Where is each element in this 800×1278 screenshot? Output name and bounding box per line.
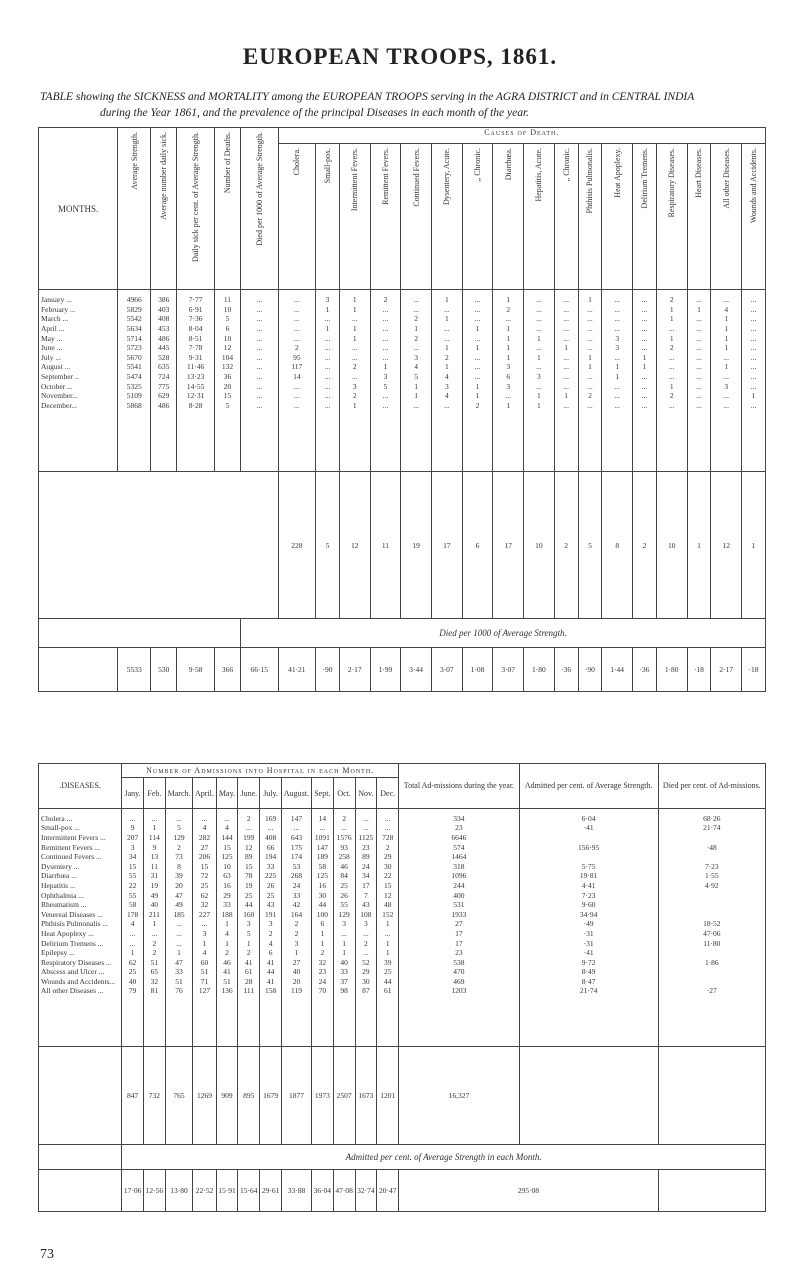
cause-header <box>370 143 401 289</box>
month-total: 847 <box>122 1047 144 1145</box>
total-column: 334 23 6646 574 1464 318 1096 244 400 531 1933 27 17 17 23 538 470 469 1203 <box>399 808 520 1046</box>
month-column: ... ... 728 2 29 30 22 15 12 48 152 1 ... 1 1 39 25 44 61 <box>377 808 399 1046</box>
cause-rate: 1·80 <box>656 647 687 691</box>
month-total: 909 <box>216 1047 238 1145</box>
month-total: 1201 <box>377 1047 399 1145</box>
admissions-table <box>38 763 766 1212</box>
cause-header-label: Heat Apoplexy. <box>612 147 622 198</box>
died-column: 68·26 21·74 ·48 7·23 1·55 4·92 18·52 47·06 11·80 1·86 ·27 <box>658 808 765 1046</box>
cause-total: 2 <box>633 472 657 619</box>
month-header: Oct. <box>333 778 355 809</box>
cause-column: 1 ... ... ... ... ... 1 1 ... ... 2 ... <box>578 290 602 472</box>
cause-column: 1 2 ... 1 1 1 1 3 6 3 ... 1 <box>493 290 524 472</box>
cause-rate: 1·99 <box>370 647 401 691</box>
month-column: 147 ... 643 175 174 53 268 24 33 42 164 2 2 3 1 27 40 20 119 <box>282 808 312 1046</box>
cause-rate: ·90 <box>578 647 602 691</box>
month-rate: 15·64 <box>238 1170 260 1212</box>
cause-rate: 41·21 <box>278 647 316 691</box>
summary-sick: 530 <box>151 647 177 691</box>
cause-total: 5 <box>578 472 602 619</box>
month-header: July. <box>260 778 282 809</box>
cause-header <box>578 143 602 289</box>
total-admissions-header: Total Ad-missions during the year. <box>399 764 520 809</box>
cause-header <box>316 143 340 289</box>
cause-total: 5 <box>316 472 340 619</box>
cause-total: 6 <box>462 472 493 619</box>
month-column: 169 ... 408 66 194 33 225 26 25 43 191 3 2 4 6 41 44 41 158 <box>260 808 282 1046</box>
admissions-group-header: Number of Admissions into Hospital in each Month. <box>122 764 399 778</box>
summary-deaths: 366 <box>214 647 240 691</box>
data-column: 7·77 6·91 7·36 8·04 8·51 7·78 9·31 11·46 13·23 14·55 12·31 8·28 <box>177 290 215 472</box>
month-rate: 36·04 <box>311 1170 333 1212</box>
month-column: 2 ... 1576 93 258 46 84 25 26 55 129 3 ... 1 1 40 33 37 98 <box>333 808 355 1046</box>
cause-rate: ·18 <box>742 647 766 691</box>
cause-total: 17 <box>493 472 524 619</box>
month-column: ... 9 207 3 34 15 55 22 55 58 178 4 ... ... 1 62 25 40 79 <box>122 808 144 1046</box>
cause-total: 11 <box>370 472 401 619</box>
cause-header <box>339 143 370 289</box>
cause-header <box>431 143 462 289</box>
cause-column: ... ... ... ... ... 2 95 117 14 ... ... ... <box>278 290 316 472</box>
month-rate: 17·06 <box>122 1170 144 1212</box>
cause-column: ... 4 1 1 1 1 ... 1 ... 3 ... ... <box>711 290 742 472</box>
month-column: ... 1 114 9 13 11 31 19 49 40 211 1 ... 2 2 51 65 32 81 <box>143 808 165 1046</box>
cause-header-label: Cholera. <box>292 147 302 176</box>
month-total: 1269 <box>193 1047 216 1145</box>
cause-column: 2 ... ... ... ... ... ... 1 3 5 ... ... <box>370 290 401 472</box>
summary-died: 66·15 <box>241 647 279 691</box>
month-rate: 20·47 <box>377 1170 399 1212</box>
month-column: ... 5 129 2 73 8 39 20 47 49 185 ... ... ... 1 47 33 51 76 <box>165 808 193 1046</box>
totals-spacer <box>39 1047 122 1145</box>
summary-strength: 5533 <box>118 647 151 691</box>
deaths-header: Number of Deaths. <box>214 128 240 290</box>
cause-header <box>524 143 555 289</box>
month-rate: 32·74 <box>355 1170 377 1212</box>
cause-header <box>401 143 432 289</box>
table-caption: TABLE showing the SICKNESS and MORTALITY among the EUROPEAN TROOPS serving in the AGRA DISTRICT and in CENTRAL INDIA <box>40 91 695 103</box>
month-header: April. <box>193 778 216 809</box>
cause-total: 17 <box>431 472 462 619</box>
month-total: 732 <box>143 1047 165 1145</box>
month-header: May. <box>216 778 238 809</box>
cause-column: 3 1 ... 1 ... ... ... ... ... ... ... ... <box>316 290 340 472</box>
data-column: ... ... ... ... ... ... ... ... ... ... ... ... <box>241 290 279 472</box>
cause-header <box>687 143 711 289</box>
month-rate: 15·91 <box>216 1170 238 1212</box>
cause-header <box>554 143 578 289</box>
cause-rate: 1·44 <box>602 647 633 691</box>
cause-header <box>742 143 766 289</box>
cause-header-label: Heart Diseases. <box>694 147 704 198</box>
admitted-monthly-note: Admitted per cent. of Average Strength in each Month. <box>122 1145 766 1170</box>
cause-rate: ·36 <box>554 647 578 691</box>
month-header: Jany. <box>122 778 144 809</box>
month-column: ... 4 144 15 125 10 63 16 29 33 188 1 4 1 2 46 41 51 136 <box>216 808 238 1046</box>
cause-total: 2 <box>554 472 578 619</box>
month-column: 2 ... 199 12 89 15 78 19 25 44 160 3 5 1 2 41 61 28 111 <box>238 808 260 1046</box>
rate-spacer <box>39 1145 122 1170</box>
cause-rate: 1·80 <box>524 647 555 691</box>
month-rate: 13·80 <box>165 1170 193 1212</box>
data-column: January ... February ... March ... April ... May ... June ... July ... August ... September .. October ... November... December... <box>39 290 118 472</box>
cause-header <box>602 143 633 289</box>
page-number: 73 <box>40 1247 54 1262</box>
month-rate: 29·61 <box>260 1170 282 1212</box>
cause-header-label: Hepatitis, Acute. <box>534 147 544 202</box>
cause-column: 1 ... 1 ... ... 1 2 1 4 3 4 ... <box>431 290 462 472</box>
cause-header <box>633 143 657 289</box>
month-total: 1679 <box>260 1047 282 1145</box>
month-header: Feb. <box>143 778 165 809</box>
cause-rate: 1·08 <box>462 647 493 691</box>
cause-header-label: Phthisis Pulmonalis. <box>585 147 595 214</box>
cause-header-label: Delirium Tremens. <box>639 147 649 209</box>
grand-total: 16,327 <box>399 1047 520 1145</box>
cause-total: 1 <box>742 472 766 619</box>
cause-header <box>711 143 742 289</box>
data-column: 4966 5829 5542 5634 5714 5723 5670 5541 5474 5325 5109 5868 <box>118 290 151 472</box>
admitted-pct-header: Admitted per cent. of Average Strength. <box>519 764 658 809</box>
month-header: June. <box>238 778 260 809</box>
mortality-table <box>38 127 766 692</box>
totals-spacer <box>39 472 279 619</box>
cause-total: 8 <box>602 472 633 619</box>
died-pct-header: Died per cent. of Ad-missions. <box>658 764 765 809</box>
month-header: March. <box>165 778 193 809</box>
month-column: 14 ... 1091 147 189 58 125 16 30 44 100 6 1 1 2 32 23 24 70 <box>311 808 333 1046</box>
month-total: 1673 <box>355 1047 377 1145</box>
cause-header-label: Intermittent Fevers. <box>350 147 360 212</box>
cause-column: ... ... ... ... ... ... 1 1 ... ... ... ... <box>633 290 657 472</box>
month-total: 2507 <box>333 1047 355 1145</box>
cause-total: 12 <box>711 472 742 619</box>
cause-rate: ·18 <box>687 647 711 691</box>
cause-column: ... ... ... ... ... 1 ... ... ... ... 1 ... <box>554 290 578 472</box>
month-rate: 33·88 <box>282 1170 312 1212</box>
month-header: Nov. <box>355 778 377 809</box>
month-header: Dec. <box>377 778 399 809</box>
summary-label <box>39 647 118 691</box>
rates-spacer <box>658 1170 765 1212</box>
page-title: EUROPEAN TROOPS, 1861. <box>242 44 558 69</box>
cause-rate: 2·17 <box>711 647 742 691</box>
data-column: 386 403 408 453 486 445 528 635 724 775 629 486 <box>151 290 177 472</box>
diseases-column: Cholera ... Small-pox ... Intermittent Fevers ... Remittent Fevers ... Continued Fevers ... Dysentery ... Diarrhœa ... Hepatitis ... Ophthalmia ... Rheumatism ... Venereal Diseases ... Phthisis Pulmonalis ... Heat Apoplexy ... Delirium Tremens ... Epilepsy ... Respiratory Diseases ... Abscess and Ulcer ... Wounds and Accidents... All other Diseases ... <box>39 808 122 1046</box>
pct-sick-header: Daily sick per cent. of Average Strength. <box>177 128 215 290</box>
month-total: 765 <box>165 1047 193 1145</box>
cause-column: ... ... 2 1 2 ... 3 4 5 1 1 ... <box>401 290 432 472</box>
cause-column: ... ... ... ... 1 ... 1 ... 3 ... 1 1 <box>524 290 555 472</box>
cause-total: 10 <box>656 472 687 619</box>
month-rate: 12·56 <box>143 1170 165 1212</box>
strength-header: Average Strength. <box>118 128 151 290</box>
month-total: 1877 <box>282 1047 312 1145</box>
cause-total: 228 <box>278 472 316 619</box>
months-header: MONTHS. <box>39 128 118 290</box>
cause-header-label: Diarrhœa. <box>503 147 513 181</box>
cause-rate: 3·07 <box>431 647 462 691</box>
diseases-header: .DISEASES. <box>39 764 122 809</box>
daily-sick-header: Average number daily sick. <box>151 128 177 290</box>
cause-column: ... 1 ... ... ... ... ... ... ... ... ... ... <box>687 290 711 472</box>
summary-spacer <box>39 619 241 647</box>
cause-header-label: „ Chronic. <box>561 147 571 182</box>
cause-rate: 3·07 <box>493 647 524 691</box>
causes-of-death-header: Causes of Death. <box>278 128 765 144</box>
month-column: ... 4 282 27 206 15 72 25 62 32 227 ... 3 1 4 60 51 71 127 <box>193 808 216 1046</box>
cause-header-label: Remittent Fevers. <box>380 147 390 205</box>
cause-rate: ·36 <box>633 647 657 691</box>
cause-header <box>462 143 493 289</box>
cause-header-label: Dysentery, Acute. <box>442 147 452 205</box>
summary-pct: 9·58 <box>177 647 215 691</box>
cause-total: 1 <box>687 472 711 619</box>
rates-spacer <box>39 1170 122 1212</box>
month-rate: 22·52 <box>193 1170 216 1212</box>
data-column: 11 10 5 6 10 12 104 132 36 20 15 5 <box>214 290 240 472</box>
month-rate: 47·08 <box>333 1170 355 1212</box>
cause-rate: ·90 <box>316 647 340 691</box>
admitted-column: 6·04 ·41 156·95 5·75 19·81 4·41 7·23 9·60 34·94 ·49 ·31 ·31 ·41 9·72 8·49 8·47 21·74 <box>519 808 658 1046</box>
table-caption-continued: during the Year 1861, and the prevalence of the principal Diseases in each month of the year. <box>100 107 530 119</box>
cause-header <box>493 143 524 289</box>
totals-spacer <box>658 1047 765 1145</box>
cause-header <box>656 143 687 289</box>
cause-total: 19 <box>401 472 432 619</box>
month-header: August. <box>282 778 312 809</box>
cause-header-label: All other Diseases. <box>721 147 731 209</box>
cause-header-label: Respiratory Diseases. <box>667 147 677 218</box>
cause-total: 12 <box>339 472 370 619</box>
rate-total: 295·08 <box>399 1170 659 1212</box>
died-per-1000-note: Died per 1000 of Average Strength. <box>241 619 766 647</box>
cause-rate: 2·17 <box>339 647 370 691</box>
month-total: 1973 <box>311 1047 333 1145</box>
cause-total: 10 <box>524 472 555 619</box>
cause-column: ... ... ... ... ... ... ... ... ... ... 1 ... <box>742 290 766 472</box>
month-total: 895 <box>238 1047 260 1145</box>
month-column: ... ... 1125 23 89 24 34 17 7 43 108 3 ... 2 ... 52 29 30 87 <box>355 808 377 1046</box>
cause-column: ... ... ... 1 ... 1 ... ... ... 1 1 2 <box>462 290 493 472</box>
cause-header-label: Wounds and Accidents. <box>749 147 759 224</box>
cause-header-label: „ Chronic. <box>473 147 482 182</box>
totals-spacer <box>519 1047 658 1145</box>
cause-column: 1 1 ... 1 1 ... ... 2 ... 3 2 1 <box>339 290 370 472</box>
cause-column: ... ... ... ... 3 3 ... 1 1 ... ... ... <box>602 290 633 472</box>
cause-rate: 3·44 <box>401 647 432 691</box>
died-per-1000-header: Died per 1000 of Average Strength. <box>241 128 279 290</box>
cause-header-label: Small-pox. <box>323 147 332 184</box>
cause-column: 2 1 1 ... 1 2 ... ... ... 1 2 ... <box>656 290 687 472</box>
cause-header-label: Continued Fevers. <box>411 147 421 207</box>
month-header: Sept. <box>311 778 333 809</box>
cause-header <box>278 143 316 289</box>
